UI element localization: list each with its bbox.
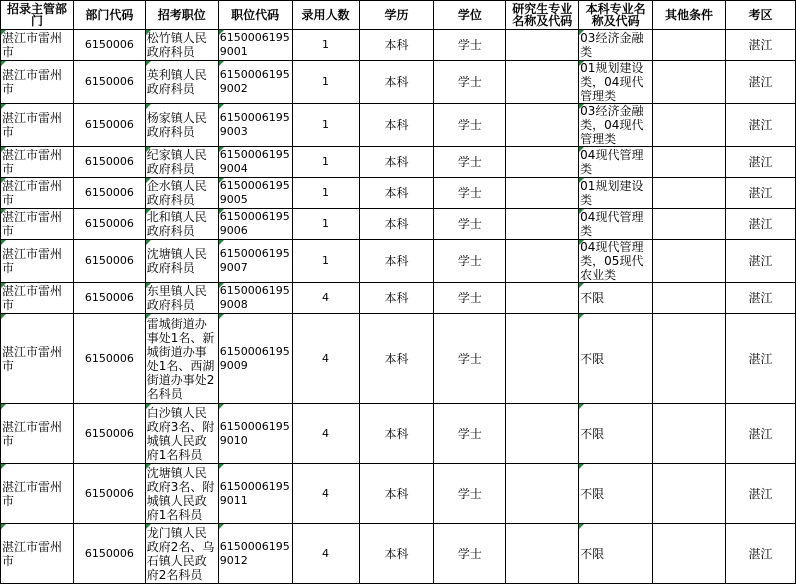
cell-degree-text: 学士	[457, 75, 482, 89]
cell-zone-text: 湛江	[748, 351, 773, 366]
cell-dept-code-text: 6150006	[84, 155, 134, 168]
cell-zone	[725, 209, 795, 240]
cell-position-code-text: 61500061959010	[219, 419, 290, 447]
cell-zone-text: 湛江	[748, 486, 773, 501]
cell-dept-text: 湛江市雷州市	[2, 344, 63, 373]
cell-count	[292, 240, 359, 283]
table-row	[1, 209, 796, 240]
cell-zone	[725, 283, 795, 314]
cell-zone	[725, 404, 795, 464]
cell-position-code-text: 61500061959011	[219, 479, 290, 507]
cell-dept-code	[73, 104, 145, 147]
cell-grad-major	[506, 464, 579, 524]
cell-dept	[1, 314, 74, 404]
cell-other	[653, 61, 726, 104]
cell-zone-text: 湛江	[748, 75, 773, 89]
cell-education	[359, 464, 434, 524]
cell-dept-code-text: 6150006	[84, 291, 134, 304]
cell-undergrad-major	[579, 104, 653, 147]
cell-dept-code	[73, 464, 145, 524]
cell-dept-code	[73, 404, 145, 464]
cell-position-code	[218, 464, 292, 524]
cell-position-text: 北和镇人民政府科员	[146, 210, 207, 238]
cell-degree-text: 学士	[457, 118, 482, 132]
table-row	[1, 104, 796, 147]
cell-grad-major	[506, 61, 579, 104]
cell-position-text: 纪家镇人民政府科员	[146, 148, 207, 176]
cell-grad-major	[506, 404, 579, 464]
cell-undergrad-major-text: 04现代管理类	[580, 210, 644, 238]
cell-other	[653, 147, 726, 178]
cell-count	[292, 147, 359, 178]
cell-other	[653, 209, 726, 240]
cell-education-text: 本科	[384, 75, 409, 89]
cell-zone	[725, 524, 795, 584]
cell-zone-text: 湛江	[748, 118, 773, 132]
cell-position-code-text: 61500061959005	[219, 179, 290, 206]
cell-position-text: 沈塘镇人民政府科员	[146, 247, 207, 275]
cell-dept-text: 湛江市雷州市	[2, 148, 63, 176]
header-dept: 招录主管部门	[1, 1, 74, 30]
cell-degree	[434, 30, 506, 61]
cell-position-text: 杨家镇人民政府科员	[146, 111, 207, 139]
cell-education	[359, 240, 434, 283]
table-row	[1, 30, 796, 61]
cell-education	[359, 404, 434, 464]
cell-position-code-text: 61500061959009	[219, 344, 290, 372]
cell-dept-code-text: 6150006	[84, 351, 134, 365]
table-row	[1, 283, 796, 314]
cell-position-code-text: 61500061959006	[219, 210, 290, 237]
cell-education-text: 本科	[384, 38, 409, 52]
cell-education	[359, 283, 434, 314]
cell-degree	[434, 61, 506, 104]
header-row	[1, 1, 796, 30]
cell-count-text: 1	[322, 38, 330, 51]
cell-position-text: 松竹镇人民政府科员	[146, 31, 207, 59]
cell-count-text: 1	[322, 75, 330, 88]
cell-dept-text: 湛江市雷州市	[2, 68, 63, 96]
cell-dept-code-text: 6150006	[84, 426, 134, 440]
cell-degree	[434, 283, 506, 314]
header-zone: 考区	[725, 1, 795, 30]
header-count: 录用人数	[292, 1, 359, 30]
cell-count-text: 1	[322, 118, 330, 131]
cell-count	[292, 30, 359, 61]
cell-position	[145, 104, 218, 147]
cell-dept-code-text: 6150006	[84, 217, 134, 230]
cell-dept-text: 湛江市雷州市	[2, 210, 63, 238]
table-row	[1, 178, 796, 209]
cell-other	[653, 240, 726, 283]
cell-degree-text: 学士	[457, 426, 482, 441]
cell-undergrad-major-text: 不限	[580, 291, 605, 305]
cell-position-text: 白沙镇人民政府3名、附城镇人民政府1名科员	[146, 405, 215, 462]
cell-undergrad-major	[579, 209, 653, 240]
table-row	[1, 464, 796, 524]
table-row	[1, 147, 796, 178]
cell-grad-major	[506, 104, 579, 147]
cell-zone-text: 湛江	[748, 254, 773, 268]
cell-grad-major	[506, 178, 579, 209]
cell-zone-text: 湛江	[748, 546, 773, 561]
cell-education-text: 本科	[384, 291, 409, 305]
cell-grad-major	[506, 524, 579, 584]
cell-other	[653, 464, 726, 524]
cell-count	[292, 283, 359, 314]
cell-dept-code-text: 6150006	[84, 546, 134, 560]
cell-dept-code	[73, 61, 145, 104]
cell-count-text: 1	[322, 254, 330, 267]
cell-dept-code	[73, 178, 145, 209]
cell-education-text: 本科	[384, 217, 409, 231]
cell-education-text: 本科	[384, 351, 409, 366]
cell-other	[653, 524, 726, 584]
cell-dept	[1, 61, 74, 104]
cell-degree-text: 学士	[457, 186, 482, 200]
cell-position-text: 雷城街道办事处1名、新城街道办事处1名、西湖街道办事处2名科员	[146, 316, 215, 401]
cell-undergrad-major-text: 01规划建设类，04现代管理类	[580, 61, 644, 103]
cell-count	[292, 209, 359, 240]
cell-undergrad-major	[579, 240, 653, 283]
cell-degree	[434, 524, 506, 584]
cell-position	[145, 61, 218, 104]
cell-degree-text: 学士	[457, 486, 482, 501]
cell-position-code-text: 61500061959003	[219, 111, 290, 138]
cell-other	[653, 404, 726, 464]
cell-undergrad-major-text: 04现代管理类，05现代农业类	[580, 240, 644, 282]
header-dept-code: 部门代码	[73, 1, 145, 30]
cell-undergrad-major	[579, 178, 653, 209]
cell-position-text: 企水镇人民政府科员	[146, 179, 207, 207]
cell-position-code-text: 61500061959001	[219, 31, 290, 58]
cell-count-text: 4	[322, 426, 330, 440]
cell-dept	[1, 524, 74, 584]
cell-zone-text: 湛江	[748, 186, 773, 200]
cell-position	[145, 30, 218, 61]
cell-grad-major	[506, 240, 579, 283]
cell-count-text: 4	[322, 546, 330, 560]
cell-undergrad-major-text: 不限	[580, 426, 605, 441]
cell-dept	[1, 147, 74, 178]
cell-dept-code-text: 6150006	[84, 486, 134, 500]
cell-degree	[434, 464, 506, 524]
cell-degree-text: 学士	[457, 254, 482, 268]
cell-education	[359, 209, 434, 240]
cell-degree-text: 学士	[457, 155, 482, 169]
cell-education-text: 本科	[384, 426, 409, 441]
cell-position-code	[218, 104, 292, 147]
cell-undergrad-major	[579, 464, 653, 524]
cell-dept-code-text: 6150006	[84, 38, 134, 51]
cell-position-code	[218, 147, 292, 178]
cell-position-text: 东里镇人民政府科员	[146, 284, 207, 312]
cell-grad-major	[506, 314, 579, 404]
cell-undergrad-major-text: 01规划建设类	[580, 179, 644, 207]
cell-grad-major	[506, 147, 579, 178]
cell-other	[653, 30, 726, 61]
cell-position-code	[218, 283, 292, 314]
cell-undergrad-major-text: 不限	[580, 546, 605, 561]
cell-dept	[1, 104, 74, 147]
header-undergrad-major: 本科专业名称及代码	[579, 1, 653, 30]
cell-undergrad-major	[579, 147, 653, 178]
cell-dept-code	[73, 30, 145, 61]
cell-dept-code	[73, 147, 145, 178]
table-row	[1, 404, 796, 464]
cell-zone	[725, 30, 795, 61]
cell-zone	[725, 314, 795, 404]
cell-position-code-text: 61500061959008	[219, 284, 290, 311]
cell-education	[359, 61, 434, 104]
cell-dept-code	[73, 314, 145, 404]
cell-education-text: 本科	[384, 155, 409, 169]
cell-position	[145, 464, 218, 524]
cell-degree-text: 学士	[457, 351, 482, 366]
cell-position-text: 英利镇人民政府科员	[146, 68, 207, 96]
cell-dept-code	[73, 524, 145, 584]
cell-other	[653, 178, 726, 209]
cell-degree	[434, 104, 506, 147]
cell-education	[359, 147, 434, 178]
cell-count-text: 4	[322, 486, 330, 500]
cell-dept	[1, 240, 74, 283]
cell-dept	[1, 283, 74, 314]
cell-count-text: 1	[322, 186, 330, 199]
cell-education	[359, 524, 434, 584]
cell-dept	[1, 404, 74, 464]
cell-position-code	[218, 240, 292, 283]
cell-count	[292, 314, 359, 404]
cell-degree-text: 学士	[457, 291, 482, 305]
cell-count	[292, 524, 359, 584]
cell-zone-text: 湛江	[748, 155, 773, 169]
cell-grad-major	[506, 30, 579, 61]
cell-count	[292, 104, 359, 147]
cell-position-code	[218, 30, 292, 61]
cell-grad-major	[506, 283, 579, 314]
cell-education-text: 本科	[384, 186, 409, 200]
cell-education-text: 本科	[384, 118, 409, 132]
cell-dept-text: 湛江市雷州市	[2, 419, 63, 448]
cell-other	[653, 314, 726, 404]
cell-dept-code	[73, 209, 145, 240]
table-row	[1, 61, 796, 104]
cell-position	[145, 147, 218, 178]
cell-position-code	[218, 404, 292, 464]
cell-undergrad-major-text: 04现代管理类	[580, 148, 644, 176]
cell-dept-text: 湛江市雷州市	[2, 539, 63, 568]
header-other: 其他条件	[653, 1, 726, 30]
cell-position-code	[218, 61, 292, 104]
cell-count	[292, 404, 359, 464]
cell-dept-text: 湛江市雷州市	[2, 111, 63, 139]
cell-dept-text: 湛江市雷州市	[2, 179, 63, 207]
cell-position-text: 沈塘镇人民政府3名、附城镇人民政府1名科员	[146, 465, 215, 522]
cell-education	[359, 30, 434, 61]
cell-degree	[434, 209, 506, 240]
cell-degree	[434, 314, 506, 404]
cell-other	[653, 283, 726, 314]
cell-zone	[725, 178, 795, 209]
cell-position	[145, 240, 218, 283]
cell-education	[359, 314, 434, 404]
cell-degree	[434, 147, 506, 178]
cell-zone-text: 湛江	[748, 38, 773, 52]
cell-undergrad-major-text: 不限	[580, 486, 605, 501]
cell-undergrad-major	[579, 524, 653, 584]
cell-position-code	[218, 314, 292, 404]
cell-undergrad-major	[579, 314, 653, 404]
cell-dept	[1, 30, 74, 61]
cell-dept	[1, 178, 74, 209]
header-position: 招考职位	[145, 1, 218, 30]
cell-count-text: 1	[322, 217, 330, 230]
cell-dept-text: 湛江市雷州市	[2, 479, 63, 508]
cell-position	[145, 283, 218, 314]
cell-education-text: 本科	[384, 254, 409, 268]
cell-dept	[1, 209, 74, 240]
cell-degree-text: 学士	[457, 38, 482, 52]
cell-dept-text: 湛江市雷州市	[2, 284, 63, 312]
cell-count-text: 1	[322, 155, 330, 168]
cell-zone-text: 湛江	[748, 217, 773, 231]
cell-count	[292, 464, 359, 524]
cell-position-code-text: 61500061959004	[219, 148, 290, 175]
cell-dept	[1, 464, 74, 524]
cell-undergrad-major	[579, 283, 653, 314]
cell-other	[653, 104, 726, 147]
cell-dept-code-text: 6150006	[84, 118, 134, 131]
header-degree: 学位	[434, 1, 506, 30]
cell-position	[145, 209, 218, 240]
cell-zone	[725, 147, 795, 178]
cell-dept-code-text: 6150006	[84, 75, 134, 88]
header-education: 学历	[359, 1, 434, 30]
cell-dept-code	[73, 283, 145, 314]
cell-position-code-text: 61500061959007	[219, 247, 290, 274]
cell-count	[292, 61, 359, 104]
cell-dept-text: 湛江市雷州市	[2, 247, 63, 275]
table-row	[1, 314, 796, 404]
cell-dept-code-text: 6150006	[84, 186, 134, 199]
table-row	[1, 524, 796, 584]
cell-position-code-text: 61500061959012	[219, 539, 290, 567]
cell-dept-code-text: 6150006	[84, 254, 134, 267]
cell-undergrad-major	[579, 404, 653, 464]
cell-zone	[725, 104, 795, 147]
cell-position	[145, 314, 218, 404]
cell-position-code	[218, 178, 292, 209]
cell-undergrad-major	[579, 30, 653, 61]
cell-degree-text: 学士	[457, 217, 482, 231]
cell-grad-major	[506, 209, 579, 240]
cell-position-text: 龙门镇人民政府2名、乌石镇人民政府2名科员	[146, 525, 215, 582]
cell-count	[292, 178, 359, 209]
cell-undergrad-major	[579, 61, 653, 104]
cell-degree	[434, 178, 506, 209]
cell-zone	[725, 240, 795, 283]
cell-education	[359, 178, 434, 209]
cell-position-code	[218, 209, 292, 240]
cell-undergrad-major-text: 03经济金融类，04现代管理类	[580, 104, 644, 146]
cell-zone	[725, 464, 795, 524]
cell-degree	[434, 240, 506, 283]
cell-zone-text: 湛江	[748, 426, 773, 441]
cell-dept-text: 湛江市雷州市	[2, 31, 63, 59]
table-row	[1, 240, 796, 283]
cell-undergrad-major-text: 不限	[580, 351, 605, 366]
cell-education-text: 本科	[384, 486, 409, 501]
header-grad-major: 研究生专业名称及代码	[506, 1, 579, 30]
cell-zone	[725, 61, 795, 104]
cell-position	[145, 524, 218, 584]
cell-degree	[434, 404, 506, 464]
cell-dept-code	[73, 240, 145, 283]
cell-undergrad-major-text: 03经济金融类	[580, 31, 644, 59]
cell-position-code	[218, 524, 292, 584]
cell-count-text: 4	[322, 291, 330, 304]
cell-education-text: 本科	[384, 546, 409, 561]
cell-zone-text: 湛江	[748, 291, 773, 305]
cell-position	[145, 404, 218, 464]
cell-position-code-text: 61500061959002	[219, 68, 290, 95]
header-position-code: 职位代码	[218, 1, 292, 30]
cell-count-text: 4	[322, 351, 330, 365]
cell-education	[359, 104, 434, 147]
cell-degree-text: 学士	[457, 546, 482, 561]
cell-position	[145, 178, 218, 209]
